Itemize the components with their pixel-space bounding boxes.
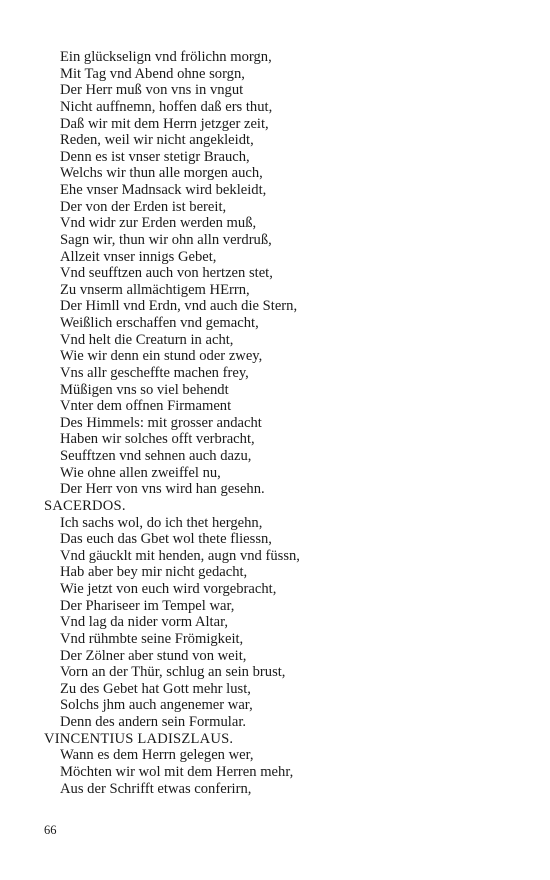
verse-line: Der Herr von vns wird han gesehn. xyxy=(60,481,265,498)
verse-line: Daß wir mit dem Herrn jetzger zeit, xyxy=(60,115,269,132)
verse-line: Der von der Erden ist bereit, xyxy=(60,198,227,215)
verse-line: Solchs jhm auch angenemer war, xyxy=(60,697,253,714)
speaker-heading: VINCENTIUS LADISZLAUS. xyxy=(44,730,234,747)
verse-line: Allzeit vnser innigs Gebet, xyxy=(60,248,217,265)
verse-line: Möchten wir wol mit dem Herren mehr, xyxy=(60,763,294,780)
verse-text-block xyxy=(44,49,514,797)
verse-line: Vnd seufftzen auch von hertzen stet, xyxy=(60,265,273,282)
verse-line: Ehe vnser Madnsack wird bekleidt, xyxy=(60,182,267,198)
verse-line: Der Himll vnd Erdn, vnd auch die Stern, xyxy=(60,298,298,315)
verse-line: Wie jetzt von euch wird vorgebracht, xyxy=(60,581,277,597)
verse-line: Der Phariseer im Tempel war, xyxy=(60,597,235,614)
verse-line: Wann es dem Herrn gelegen wer, xyxy=(60,747,254,764)
verse-line: Wie wir denn ein stund oder zwey, xyxy=(60,348,263,365)
verse-line: Das euch das Gbet wol thete fliessn, xyxy=(60,531,272,548)
verse-line: Vorn an der Thür, schlug an sein brust, xyxy=(60,664,286,681)
verse-line: Haben wir solches offt verbracht, xyxy=(60,431,255,448)
verse-line: Zu des Gebet hat Gott mehr lust, xyxy=(60,680,251,697)
verse-line: Vnd widr zur Erden werden muß, xyxy=(60,215,257,232)
verse-line: Vnd gäucklt mit henden, augn vnd füssn, xyxy=(60,547,300,564)
verse-line: Nicht auffnemn, hoffen daß ers thut, xyxy=(60,98,273,115)
verse-line: Reden, weil wir nicht angekleidt, xyxy=(60,132,254,149)
verse-line: Weißlich erschaffen vnd gemacht, xyxy=(60,315,259,331)
verse-line: Seufftzen vnd sehnen auch dazu, xyxy=(60,448,252,464)
verse-line: Der Herr muß von vns in vngut xyxy=(60,82,244,99)
verse-line: Vnd rühmbte seine Frömigkeit, xyxy=(60,630,244,647)
verse-line: Vnd helt die Creaturn in acht, xyxy=(60,331,234,348)
verse-line: Denn des andern sein Formular. xyxy=(60,714,247,730)
verse-line: Wie ohne allen zweiffel nu, xyxy=(60,464,221,481)
verse-line: Mit Tag vnd Abend ohne sorgn, xyxy=(60,65,245,82)
speaker-heading: SACERDOS. xyxy=(44,497,126,514)
verse-line: Vnd lag da nider vorm Altar, xyxy=(60,614,229,631)
verse-line: Zu vnserm allmächtigem HErrn, xyxy=(60,281,250,298)
verse-line: Denn es ist vnser stetigr Brauch, xyxy=(60,148,250,165)
page-number: 66 xyxy=(44,823,57,837)
verse-line: Aus der Schrifft etwas conferirn, xyxy=(60,780,252,797)
verse-line: Ein glückselign vnd frölichn morgn, xyxy=(60,49,272,65)
verse-line: Ich sachs wol, do ich thet hergehn, xyxy=(60,514,263,531)
verse-line: Vns allr gescheffte machen frey, xyxy=(60,364,249,381)
verse-line: Vnter dem offnen Firmament xyxy=(60,398,232,415)
verse-line: Des Himmels: mit grosser andacht xyxy=(60,414,262,431)
verse-line: Der Zölner aber stund von weit, xyxy=(60,647,247,664)
verse-line: Müßigen vns so viel behendt xyxy=(60,381,229,398)
verse-line: Welchs wir thun alle morgen auch, xyxy=(60,165,263,182)
verse-line: Hab aber bey mir nicht gedacht, xyxy=(60,564,248,581)
verse-line: Sagn wir, thun wir ohn alln verdruß, xyxy=(60,231,272,248)
